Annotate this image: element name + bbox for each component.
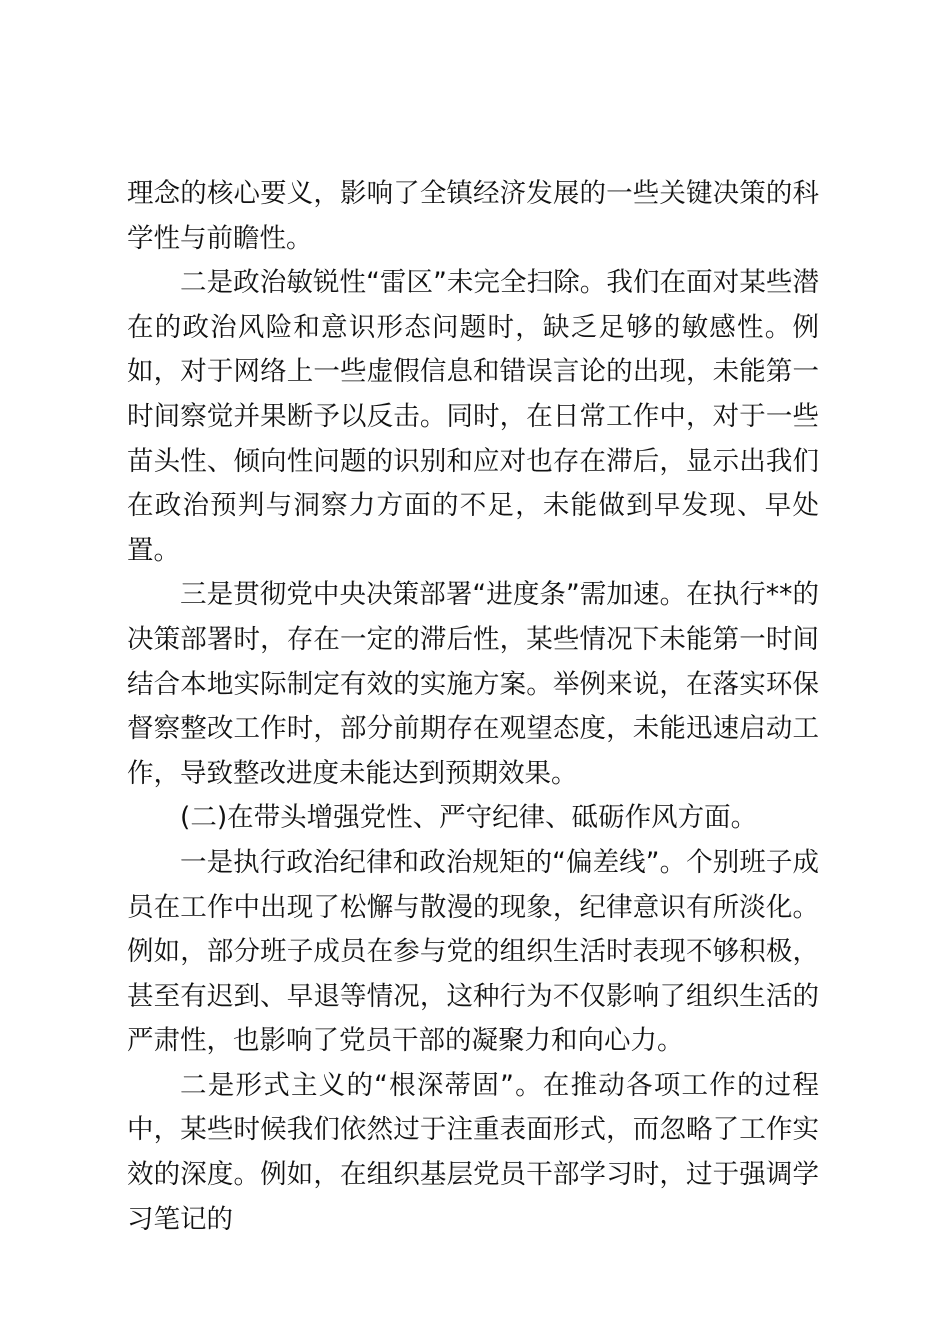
document-body [127, 172, 819, 1242]
paragraph-political-sensitivity: 二是政治敏锐性“雷区”未完全扫除。我们在面对某些潜在的政治风险和意识形态问题时，缺乏足够的敏感性。例如，对于网络上一些虚假信息和错误言论的出现，未能第一时间察觉并果断予以反击。同时，在日常工作中，对于一些苗头性、倾向性问题的识别和应对也存在滞后，显示出我们在政治预判与洞察力方面的不足，未能做到早发现、早处置。 [127, 267, 819, 566]
paragraph-policy-implementation: 三是贯彻党中央决策部署“进度条”需加速。在执行**的决策部署时，存在一定的滞后性，某些情况下未能第一时间结合本地实际制定有效的实施方案。举例来说，在落实环保督察整改工作时，部分前期存在观望态度，未能迅速启动工作，导致整改进度未能达到预期效果。 [127, 579, 819, 789]
paragraph-continuation: 理念的核心要义，影响了全镇经济发展的一些关键决策的科学性与前瞻性。 [127, 178, 819, 254]
paragraph-political-discipline: 一是执行政治纪律和政治规矩的“偏差线”。个别班子成员在工作中出现了松懈与散漫的现象，纪律意识有所淡化。例如，部分班子成员在参与党的组织生活时表现不够积极，甚至有迟到、早退等情况，这种行为不仅影响了组织生活的严肃性，也影响了党员干部的凝聚力和向心力。 [127, 846, 819, 1057]
paragraph-formalism: 二是形式主义的“根深蒂固”。在推动各项工作的过程中，某些时候我们依然过于注重表面形式，而忽略了工作实效的深度。例如，在组织基层党员干部学习时，过于强调学习笔记的 [127, 1069, 819, 1235]
section-heading-party-discipline: (二)在带头增强党性、严守纪律、砥砺作风方面。 [180, 802, 758, 834]
